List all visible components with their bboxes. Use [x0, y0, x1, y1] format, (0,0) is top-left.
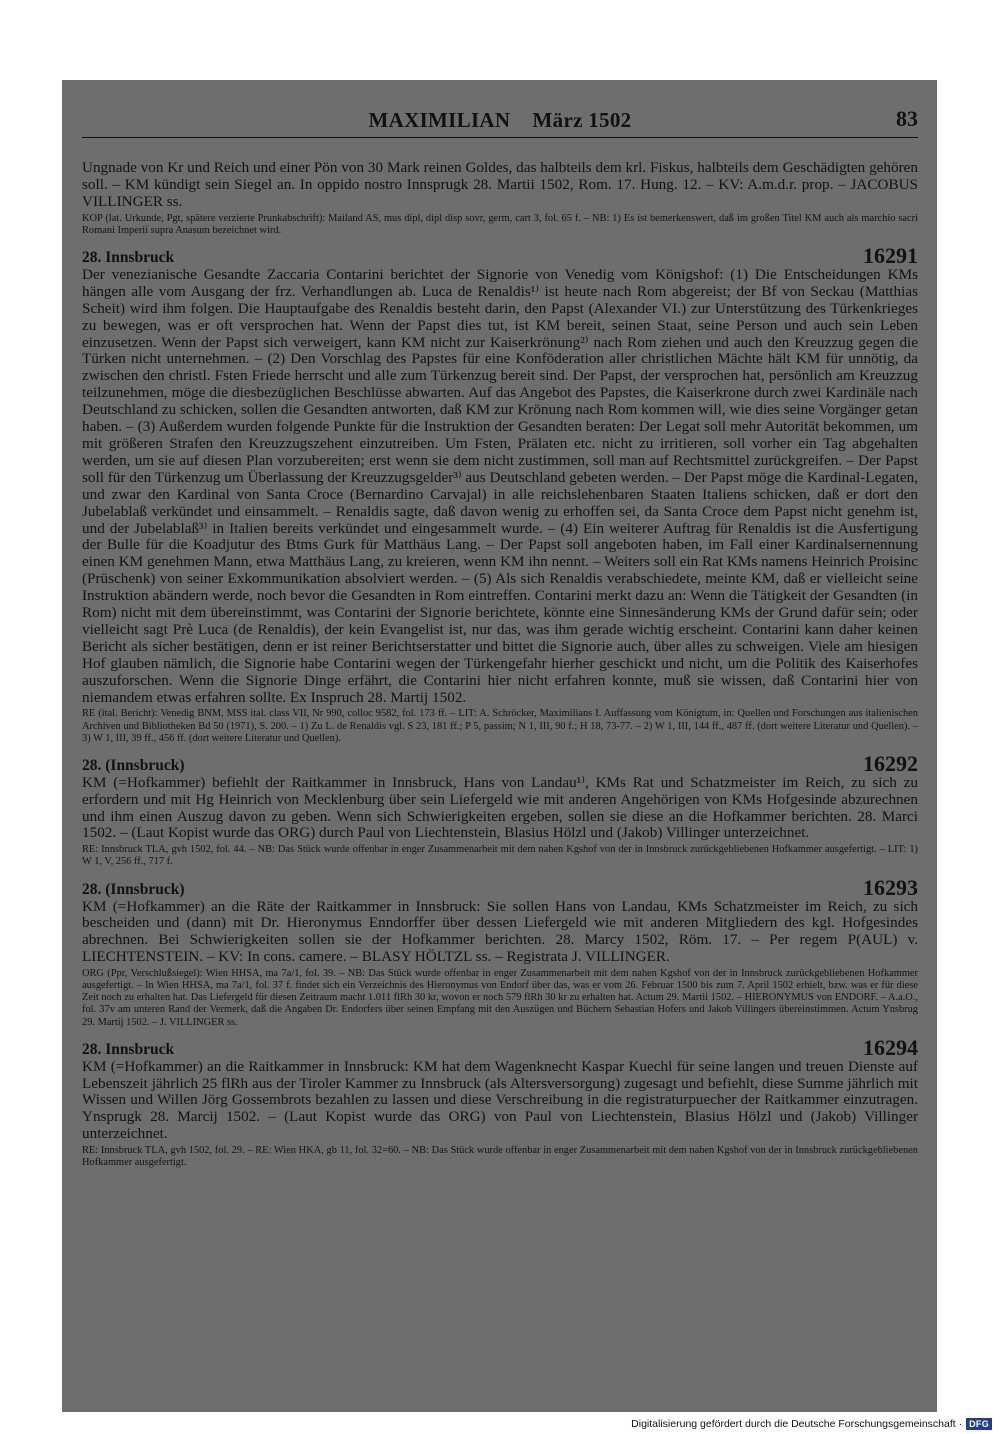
entry-16294 [82, 1034, 918, 1170]
entry-heading [82, 750, 918, 776]
entry-date: 28. (Innsbruck) [82, 880, 185, 898]
entry-text: KM (=Hofkammer) an die Räte der Raitkammer in Innsbruck: Sie sollen Hans von Landau, KMs Schatzmeister im Reich, zu sich bescheiden und (dann) mit Dr. Hieronymus Enndorffer über dessen Liefergeld wie mit anderen Mitgliedern des kgl. Hofgesindes abrechnen. Bei Schwierigkeiten sollen sie der Hofkammer berichten. 28. Marcy 1502, Röm. 17. – Per regem P(AUL) v. LIECHTENSTEIN. – KV: In cons. camere. – BLASY HÖLTZL ss. – Registrata J. VILLINGER. [82, 897, 918, 966]
entry-number: 16291 [863, 242, 918, 268]
entry-16293 [82, 874, 918, 1029]
entry-heading [82, 242, 918, 268]
entry-number: 16294 [863, 1034, 918, 1060]
entry-16292 [82, 750, 918, 869]
entry-note: ORG (Ppr, Verschlußsiegel): Wien HHSA, ma 7a/1, fol. 39. – NB: Das Stück wurde offenbar in enger Zusammenarbeit mit dem nahen Kgshof von der in Innsbruck zurückgebliebenen Hofkammer ausgefertigt. – In Wien HHSA, ma 7a/1, fol. 37 f. findet sich ein Verzeichnis des Hieronymus von Endorf über das, was er vom 26. Februar 1500 bis zum 7. April 1502 erhielt, bzw. was er für diese Zeit noch zu erhalten hat. Das Liefergeld für diesen Zeitraum macht 1.011 flRh 30 kr, wovon er noch 579 flRh 30 kr zu erhalten hat. Actum 29. Martii 1502. – HIERONYMUS von ENDORF. – A.a.O., fol. 37v am unteren Rand der Vermerk, daß die Angaben Dr. Endorfers über seinen Empfang mit den Auszügen und Büchern Sebastian Hofers und Jakob Villingers übereinstimmen. Actum Ynsbrug 29. Martij 1502. – J. VILLINGER ss. [82, 968, 918, 1028]
entry-date: 28. (Innsbruck) [82, 756, 185, 774]
digitization-credit [631, 1418, 992, 1430]
credit-text: Digitalisierung gefördert durch die Deutsche Forschungsgemeinschaft · [631, 1418, 963, 1430]
running-header [82, 104, 918, 136]
entry-number: 16292 [863, 750, 918, 776]
entry-number: 16293 [863, 874, 918, 900]
page-number: 83 [896, 106, 918, 131]
intro-text: Ungnade von Kr und Reich und einer Pön von 30 Mark reinen Goldes, das halbteils dem krl. Fiskus, halbteils dem Geschädigten gehören soll. – KM kündigt sein Siegel an. In oppido nostro Innsprugk 28. Martii 1502, Rom. 17. Hung. 12. – KV: A.m.d.r. prop. – JACOBUS VILLINGER ss. [82, 159, 918, 210]
entry-text: KM (=Hofkammer) an die Raitkammer in Innsbruck: KM hat dem Wagenknecht Kaspar Kuechl für seine langen und treuen Dienste auf Lebenszeit jährlich 25 flRh aus der Tiroler Kammer zu Innsbruck (als Altersversorgung) zugesagt und befiehlt, diese Summe jährlich mit Wissen und Willen Jörg Gossembrots bezahlen zu lassen und diese Verschreibung in die registraturpuecher der Raitkammer einzutragen. Ynsprugk 28. Marcij 1502. – (Laut Kopist wurde das ORG) von Paul von Liechtenstein, Blasius Hölzl und (Jakob) Villinger unterzeichnet. [82, 1057, 918, 1143]
entry-date: 28. Innsbruck [82, 1040, 175, 1058]
dfg-logo: DFG [966, 1418, 992, 1430]
page-content [82, 160, 918, 1169]
header-rule [82, 137, 918, 138]
entry-date: 28. Innsbruck [82, 248, 175, 266]
entry-text: KM (=Hofkammer) befiehlt der Raitkammer in Innsbruck, Hans von Landau¹⁾, KMs Rat und Schatzmeister im Reich, zu sich zu erfordern und mit Hg Heinrich von Mecklenburg über sein Liefergeld wie mit anderen Angehörigen von KMs Hofgesinde abzurechnen und ihm einen Auszug davon zu geben. Wenn sich Schwierigkeiten ergeben, sollen sie diese an die Hofkammer berichten. 28. Marci 1502. – (Laut Kopist wurde das ORG) durch Paul von Liechtenstein, Blasius Hölzl und (Jakob) Villinger unterzeichnet. [82, 773, 918, 842]
intro-note: KOP (lat. Urkunde, Pgt, spätere verzierte Prunkabschrift): Mailand AS, mus dipl, dipl disp sovr, germ, cart 3, fol. 65 f. – NB: 1) Es ist bemerkenswert, daß im großen Titel KM auch als marchio sacri Romani Imperii supra Anasum bezeichnet wird. [82, 212, 918, 236]
entry-heading [82, 1034, 918, 1060]
entry-note: RE: Innsbruck TLA, gvh 1502, fol. 29. – RE: Wien HKA, gb 11, fol. 32=60. – NB: Das Stück wurde offenbar in enger Zusammenarbeit mit dem nahen Kgshof von der in Innsbruck zurückgebliebenen Hofkammer ausgefertigt. [82, 1145, 918, 1169]
entry-note: RE: Innsbruck TLA, gvh 1502, fol. 44. – NB: Das Stück wurde offenbar in enger Zusammenarbeit mit dem nahen Kgshof von der in Innsbruck zurückgebliebenen Hofkammer ausgefertigt. – LIT: 1) W 1, V, 256 ff., 717 f. [82, 844, 918, 868]
entry-note: RE (ital. Bericht): Venedig BNM, MSS ital. class VII, Nr 990, colloc 9582, fol. 173 ff. – LIT: A. Schröcker, Maximilians I. Auffassung vom Königtum, in: Quellen und Forschungen aus italienischen Archiven und Bibliotheken Bd 50 (1971), S. 200. – 1) Zu L. de Renaldis vgl. S 23, 181 ff.; P 5, passim; N 1, III, 90 f.; H 18, 73-77. – 2) W 1, III, 144 ff., 487 ff. (dort weitere Literatur und Quellen). – 3) W 1, III, 39 ff., 456 ff. (dort weitere Literatur und Quellen). [82, 708, 918, 744]
entry-text: Der venezianische Gesandte Zaccaria Contarini berichtet der Signorie von Venedig vom Königshof: (1) Die Entscheidungen KMs hängen alle vom Ausgang der frz. Verhandlungen ab. Luca de Renaldis¹⁾ ist heute nach Rom abgereist; der Bf von Seckau (Matthias Scheit) wird ihm folgen. Die Hauptaufgabe des Renaldis besteht darin, den Papst (Alexander VI.) zur Unterstützung des Türkenkrieges zu bewegen, was er oft versprochen hat. Wenn der Papst dies tut, ist KM bereit, seinen Staat, seine Person und auch sein Leben einzusetzen. Wenn der Papst sich verweigert, kann KM nicht zur Kaiserkrönung²⁾ nach Rom ziehen und auch den Kreuzzug gegen die Türken nicht unternehmen. – (2) Den Vorschlag des Papstes für eine Konföderation aller christlichen Mächte hält KM für unnötig, da zwischen den christl. Fsten Friede herrscht und alle zum Türkenzug bereit sind. Der Papst, der versprochen hat, persönlich am Kreuzzug teilzunehmen, möge die diesbezüglichen Beschlüsse abwarten. Auf das Angebot des Papstes, die Kaiserkrone durch zwei Kardinäle nach Deutschland zu schicken, sollen die Gesandten antworten, daß KM zur Krönung nach Rom kommen will, wie dies seine Vorgänger getan haben. – (3) Außerdem wurden folgende Punkte für die Instruktion der Gesandten beraten: Der Legat soll mehr Autorität bekommen, um mit größeren Strafen den Kreuzzugszehent einzutreiben. Um Fsten, Prälaten etc. nicht zu irritieren, soll vorher ein Tag abgehalten werden, um sie auf diesen Plan vorzubereiten; erst wenn sie dem nicht zustimmen, soll man auf Rechtsmittel zurückgreifen. – Der Papst soll für den Türkenzug um Überlassung der Kreuzzugsgelder³⁾ aus Deutschland gebeten werden. – Der Papst möge die Kardinal-Legaten, und zwar den Kardinal von Santa Croce (Bernardino Carvajal) in alle reichslehenbaren Staaten Italiens schicken, daß er dort den Jubelablaß verkündet und einsammelt. – Renaldis sagte, daß davon wenig zu erhoffen sei, da Santa Croce dem Papst nicht genehm ist, und der Jubelablaß³⁾ in Italien bereits verkündet und eingesammelt wurde. – (4) Ein weiterer Auftrag für Renaldis ist die Ausfertigung der Bulle für die Koadjutur des Btms Gurk für Matthäus Lang. – Der Papst soll angeboten haben, im Fall einer Kardinalsernennung einen KM genehmen Mann, etwa Matthäus Lang, zu kreieren, wenn KM ihn nennt. – Weiters soll ein Rat KMs namens Heinrich Proisinc (Prüschenk) von seiner Exkommunikation absolviert werden. – (5) Als sich Renaldis verabschiedete, meinte KM, daß er vielleicht seine Instruktion abändern werde, noch bevor die Gesandten in Rom eintreffen. Contarini merkt dazu an: Wenn die Tätigkeit der Gesandten (in Rom) nicht mit dem übereinstimmt, was Contarini der Signorie berichtete, könnte eine Sinnesänderung KMs der Grund dafür sein; oder vielleicht sagt Prè Luca (de Renaldis), der kein Evangelist ist, nur das, was ihm gerade wichtig erscheint. Contarini kann daher keinen Bericht als sicher bestätigen, denn er ist reiner Berichtserstatter und bittet die Signorie auch, über alles zu schweigen. Viele am hiesigen Hof glauben nämlich, die Signorie habe Contarini wegen der Türkengefahr hierher geschickt und nicht, um die Politik des Kaiserhofes auszuforschen. Wenn die Signorie Dinge erfährt, die Contarini hier nicht erfahren konnte, muß sie wissen, daß Contarini hier von niemandem etwas erfahren sollte. Ex Inspruch 28. Martij 1502. [82, 265, 918, 706]
entry-heading [82, 874, 918, 900]
entry-16291 [82, 242, 918, 745]
header-title: MAXIMILIAN März 1502 [368, 108, 632, 132]
